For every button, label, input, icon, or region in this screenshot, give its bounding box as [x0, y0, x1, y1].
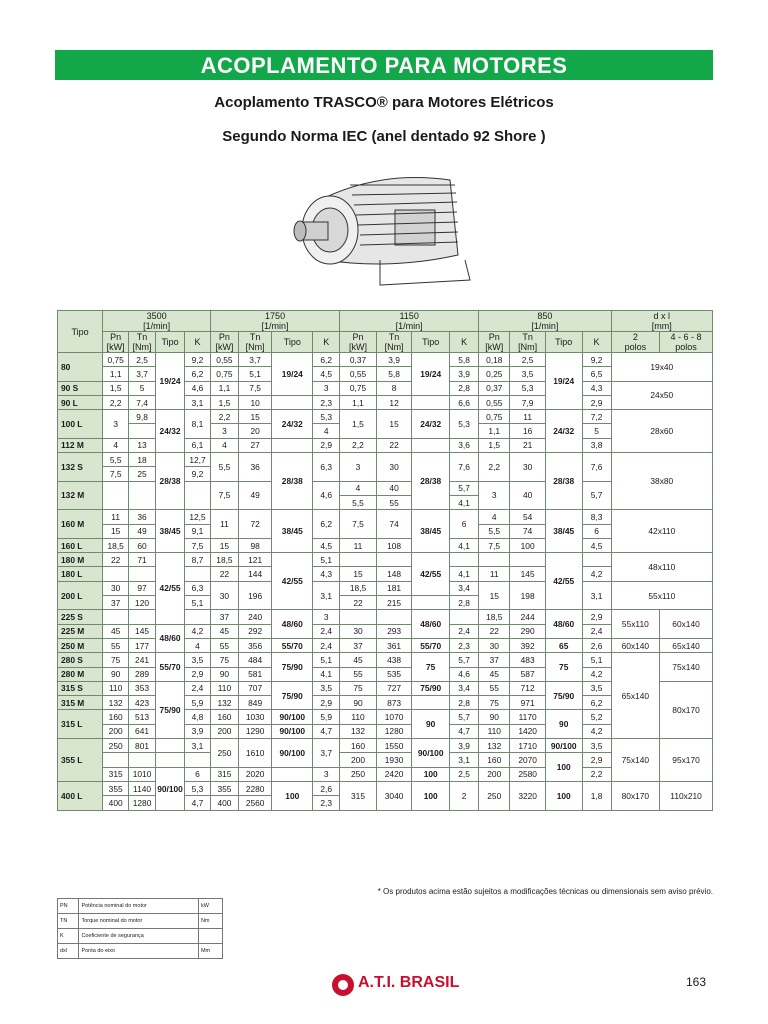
motor-frame: 80: [58, 353, 103, 382]
legend-unit: Nm: [198, 914, 222, 929]
subtitle: Acoplamento TRASCO® para Motores Elétricos: [214, 94, 554, 111]
tipo-col-header: Tipo: [156, 332, 185, 353]
legend-symbol: K: [58, 929, 79, 944]
tn-header: Tn [Nm]: [376, 332, 412, 353]
pn-header: Pn [kW]: [210, 332, 238, 353]
page-banner: ACOPLAMENTO PARA MOTORES: [55, 50, 713, 80]
pn-header: Pn [kW]: [103, 332, 129, 353]
tn-header: Tn [Nm]: [129, 332, 156, 353]
k-header: K: [450, 332, 479, 353]
legend-description: Ponta do eixo: [79, 944, 199, 959]
disclaimer-note: * Os produtos acima estão sujeitos a modificações técnicas ou dimensionais sem aviso prévio.: [377, 887, 713, 896]
company-logo: A.T.I. BRASIL: [358, 974, 460, 991]
speed-3500-header: 3500 [1/min]: [103, 311, 211, 332]
k-header: K: [313, 332, 340, 353]
tipo-col-header: Tipo: [545, 332, 582, 353]
speed-1750-header: 1750 [1/min]: [210, 311, 339, 332]
legend-description: Coeficiente de segurança: [79, 929, 199, 944]
k-header: K: [185, 332, 211, 353]
legend-unit: Mm: [198, 944, 222, 959]
tipo-col-header: Tipo: [272, 332, 313, 353]
legend-unit: [198, 929, 222, 944]
speed-850-header: 850 [1/min]: [479, 311, 611, 332]
tipo-col-header: Tipo: [412, 332, 450, 353]
standard-subtitle: Segundo Norma IEC (anel dentado 92 Shore ): [222, 128, 546, 145]
dxl-header: d x l [mm]: [611, 311, 712, 332]
pn-header: Pn [kW]: [340, 332, 377, 353]
speed-1150-header: 1150 [1/min]: [340, 311, 479, 332]
tn-header: Tn [Nm]: [238, 332, 271, 353]
legend-description: Torque nominal do motor: [79, 914, 199, 929]
tn-header: Tn [Nm]: [510, 332, 546, 353]
polos468-header: 4 - 6 - 8 polos: [660, 332, 713, 353]
k-header: K: [582, 332, 611, 353]
motor-illustration: [280, 160, 480, 300]
pn-header: Pn [kW]: [479, 332, 510, 353]
legend-table: [57, 898, 223, 959]
legend-symbol: PN: [58, 899, 79, 914]
legend-symbol: TN: [58, 914, 79, 929]
page-number: 163: [686, 975, 707, 989]
legend-unit: kW: [198, 899, 222, 914]
tipo-header: Tipo: [58, 311, 103, 353]
polos2-header: 2 polos: [611, 332, 659, 353]
coupling-table: Tipo 3500 [1/min] 1750 [1/min] 1150 [1/min] 850 [1/min] d x l [mm] Pn [kW] Tn [Nm] Tipo K Pn [kW] Tn [Nm] Tipo K Pn [kW] Tn [Nm] Tipo K Pn [kW] Tn [Nm] Tipo K 2 polos 4 - 6 - 8 polos 80 0,75 2,5 19/24 9,2 0,55 3,7 19/24 6,2 0,37 3,9 19/24 5,8 0,18 2,5 19/24 9,2 19x40 1,1 3,7 6,2 0,75 5,1 4,5 0,55 5,8 3,9 0,25 3,5 6,5 90 S 1,5 5 4,6 1,1 7,5 3 0,75 8 2,8 0,37 5,3 4,3 24x50 90 L 2,2 7,4 3,1 1,5 10 2,3 1,1 12 6,6 0,55 7,9 2,9 100 L 3 9,8 24/32 8,1 2,2 15 24/32 5,3 1,5 15 24/32 5,3 0,75 11 24/32 7,2 28x60 3 20 4 1,1 16 5 112 M 4 13 6,1 4 27 2,9 2,2 22 3,6 1,5 21 3,8 132 S 5,5 18 28/38 12,7 5,5 36 28/38 6,3 3 30 28/38 7,6 2,2 30 28/38 7,6 38x80 7,5 25 9,2 132 M 7,5 49 4,6 4 40 5,7 3 40 5,7 5,5 55 4,1 160 M 11 36 38/45 12,5 11 72 38/45 6,2 7,5 74 38/45 6 4 54 38/45 8,3 42x110 15 49 9,1 5,5 74 6 160 L 18,5 60 7,5 15 98 4,5 11 108 4,1 7,5 100 4,5 180 M 22 71 42/55 8,7 18,5 121 42/55 5,1 42/55 42/55 48x110 180 L 22 144 4,3 15 148 4,1 11 145 4,2 200 L 30 97 6,3 30 196 3,1 18,5 181 3,4 15 198 3,1 55x110 37 120 5,1 22 215 2,8 225 S 37 240 48/60 3 48/60 18,5 244 48/60 2,9 55x110 60x140 225 M 45 145 48/60 4,2 45 292 2,4 30 293 2,4 22 290 2,4 250 M 55 177 4 55 356 55/70 2,4 37 361 55/70 2,3 30 392 65 2,6 60x140 65x140 280 S 75 241 55/70 3,5 75 484 75/90 5,1 45 438 75 5,7 37 483 75 5,1 65x140 75x140 280 M 90 289 2,9 90 581 4,1 55 535 4,6 45 587 4,2 315 S 110 353 75/90 2,4 110 707 75/90 3,5 75 727 75/90 3,4 55 712 75/90 3,5 80x170 315 M 132 423 5,9 132 849 2,9 90 873 2,8 75 971 6,2 315 L 160 513 4,8 160 1030 90/100 5,9 110 1070 90 5,7 90 1170 90 5,2 200 641 3,9 200 1290 90/100 4,7 132 1280 4,7 110 1420 4,2 355 L 250 801 3,1 250 1610 90/100 3,7 160 1550 90/100 3,9 132 1710 90/100 3,5 75x140 95x170 200 1930 3,1 160 2070 100 2,9 315 1010 90/100 6 315 2020 3 250 2420 100 2,5 200 2580 2,2 400 L 355 1140 5,3 355 2280 100 2,6 315 3040 100 2 250 3220 100 1,8 80x170 110x210 400 1280 4,7 400 2560 2,3: [57, 310, 713, 811]
legend-symbol: dxl: [58, 944, 79, 959]
legend-description: Potência nominal do motor: [79, 899, 199, 914]
